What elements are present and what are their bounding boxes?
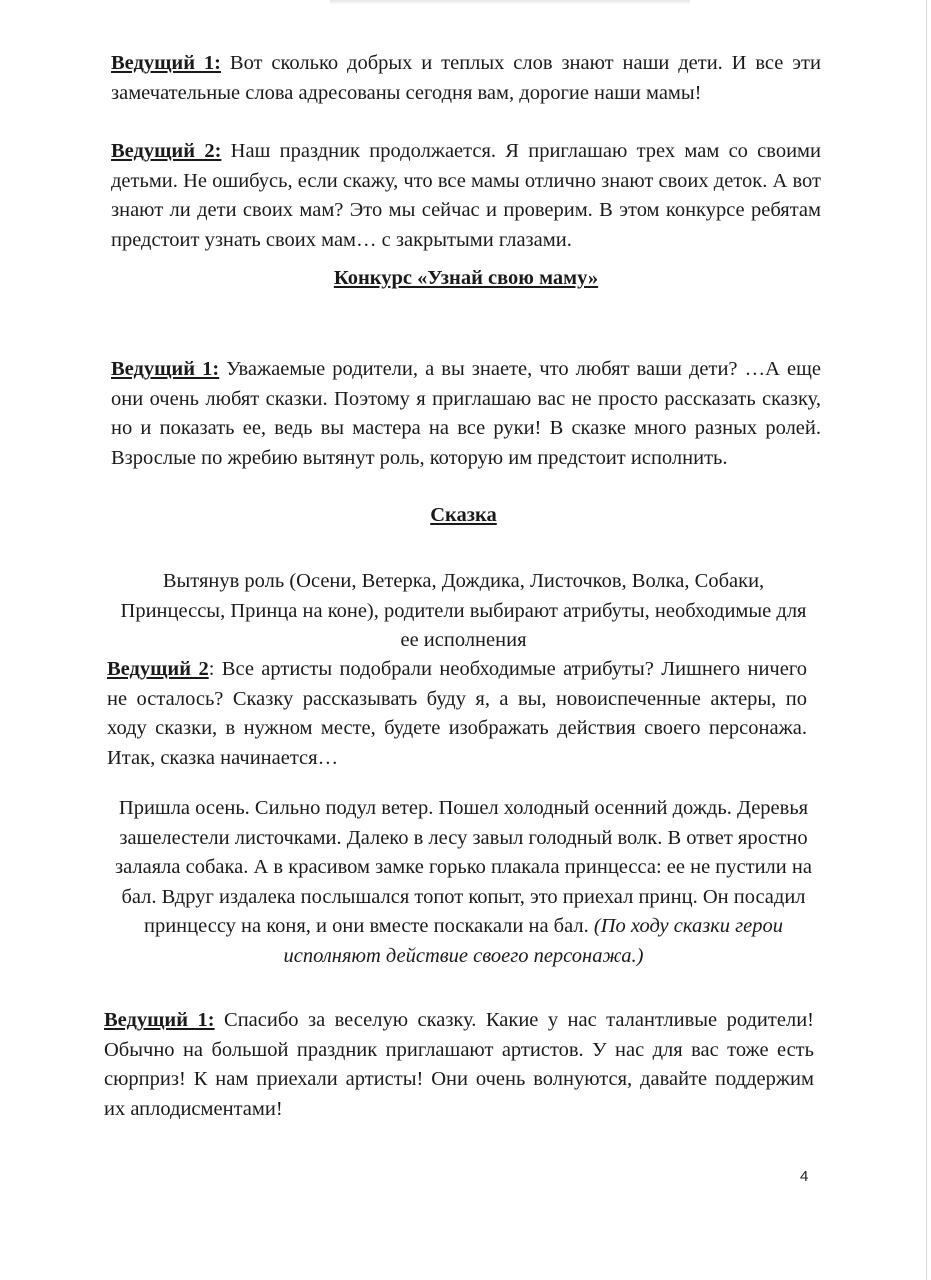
story-text [111, 794, 816, 971]
scan-edge [926, 0, 927, 1280]
fairytale-heading: Сказка [430, 504, 497, 526]
paragraph-text: Вот сколько добрых и теплых слов знают наши дети. И все эти замечательные слова адресованы сегодня вам, дорогие наши мамы! [111, 52, 821, 104]
speaker-label: Ведущий 1: [111, 52, 222, 74]
story-body: Пришла осень. Сильно подул ветер. Пошел холодный осенний дождь. Деревья зашелестели листочками. Далеко в лесу завыл голодный волк. В ответ яростно залаяла собака. А в красивом замке горько плакала принцесса: ее не пустили на бал. Вдруг издалека послышался топот копыт, это приехал принц. Он посадил принцессу на коня, и они вместе поскакали на бал. [115, 797, 812, 937]
paragraph-text: Наш праздник продолжается. Я приглашаю трех мам со своими детьми. Не ошибусь, если скажу, что все мамы отлично знают своих деток. А вот знают ли дети своих мам? Это мы сейчас и проверим. В этом конкурсе ребятам предстоит узнать своих мам… с закрытыми глазами. [111, 140, 821, 251]
speaker-label: Ведущий 2 [107, 658, 209, 680]
paragraph-host1-intro [111, 49, 821, 108]
speaker-label: Ведущий 2: [111, 140, 222, 162]
paragraph-text: Все артисты подобрали необходимые атрибуты? Лишнего ничего не осталось? Сказку рассказывать буду я, а вы, новоиспеченные актеры, по ходу сказки, в нужном месте, будете изображать действия своего персонажа. Итак, сказка начинается… [107, 658, 807, 769]
speaker-label: Ведущий 1: [104, 1009, 215, 1031]
story-stage-note: (По ходу сказки герои исполняют действие своего персонажа.) [283, 915, 784, 967]
paragraph-text: Уважаемые родители, а вы знаете, что любят ваши дети? …А еще они очень любят сказки. Поэтому я приглашаю вас не просто рассказать сказку, но и показать ее, ведь вы мастера на все руки! В сказке много разных ролей. Взрослые по жребию вытянут роль, которую им предстоит исполнить. [111, 358, 821, 469]
scan-smudge [330, 0, 690, 5]
paragraph-host1-fairytale [111, 355, 821, 473]
page-number: 4 [800, 1168, 809, 1185]
paragraph-host1-thanks [104, 1006, 814, 1124]
label-colon: : [208, 658, 215, 680]
paragraph-host2-contest [111, 137, 821, 255]
paragraph-host2-story [107, 655, 807, 773]
paragraph-text: Спасибо за веселую сказку. Какие у нас талантливые родители! Обычно на большой праздник приглашают артистов. У нас для вас тоже есть сюрприз! К нам приехали артисты! Они очень волнуются, давайте поддержим их аплодисментами! [104, 1009, 814, 1120]
roles-description: Вытянув роль (Осени, Ветерка, Дождика, Листочков, Волка, Собаки, Принцессы, Принца на коне), родители выбирают атрибуты, необходимые для ее исполнения [120, 570, 807, 651]
speaker-label: Ведущий 1: [111, 358, 220, 380]
contest-heading: Конкурс «Узнай свою маму» [333, 267, 599, 289]
